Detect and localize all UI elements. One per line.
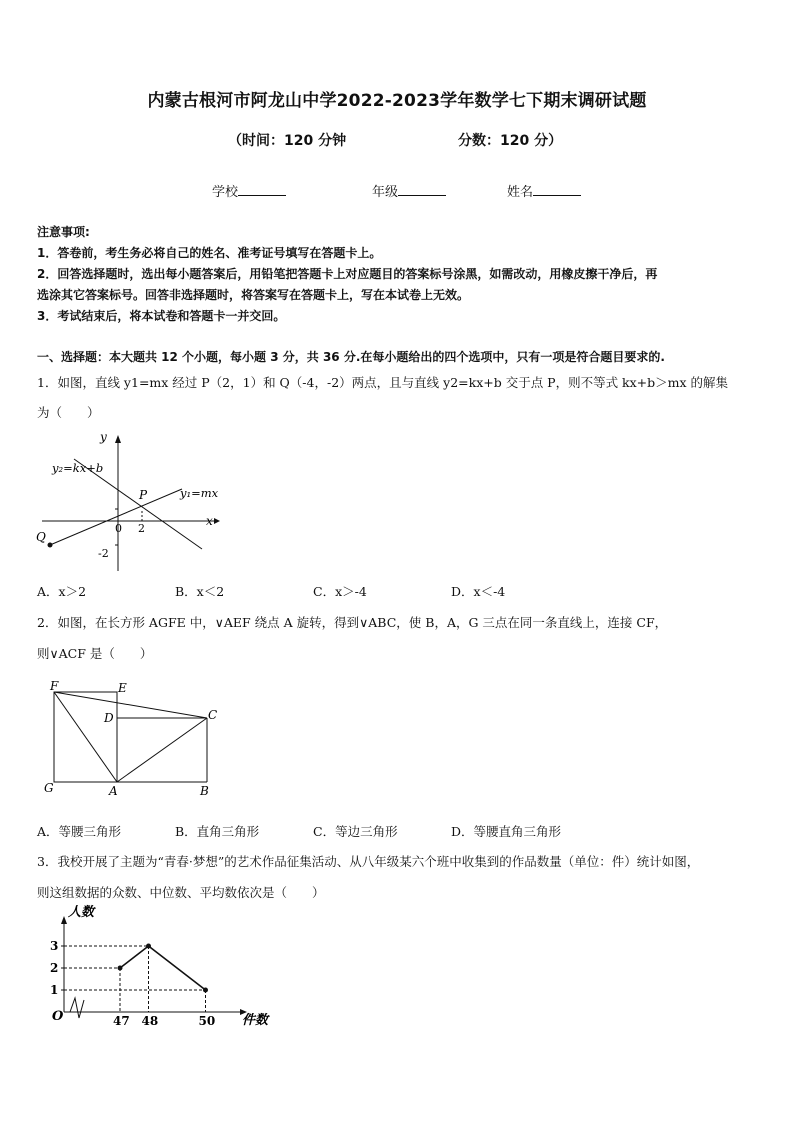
q2-figure xyxy=(40,678,230,802)
notice-item-2: 2．回答选择题时，选出每小题答案后，用铅笔把答题卡上对应题目的答案标号涂黑，如需改动，用橡皮擦干净后，再 xyxy=(37,267,658,281)
notice-item-2-cont: 选涂其它答案标号。回答非选择题时，将答案写在答题卡上，写在本试卷上无效。 xyxy=(37,288,470,302)
series-line xyxy=(120,946,206,990)
name-field xyxy=(507,181,581,200)
grade-label: 年级 xyxy=(372,185,399,200)
label-a: A xyxy=(109,784,118,798)
chart-y-arrow-icon xyxy=(61,916,67,924)
label-f: F xyxy=(50,679,59,693)
point-47 xyxy=(118,966,123,971)
y-axis-label: y xyxy=(100,430,107,444)
segment-fc xyxy=(54,692,207,718)
q2-option-c[interactable]: C．等边三角形 xyxy=(313,824,398,839)
name-label: 姓名 xyxy=(507,185,534,200)
grade-blank xyxy=(398,183,446,196)
school-blank xyxy=(238,183,286,196)
chart-x-label: 件数 xyxy=(242,1013,269,1028)
q2-option-a[interactable]: A．等腰三角形 xyxy=(37,824,122,839)
school-field xyxy=(212,181,286,200)
axis-break-icon xyxy=(70,998,84,1018)
segment-fa xyxy=(54,692,117,782)
q3-text-line2: 则这组数据的众数、中位数、平均数依次是（ ） xyxy=(37,885,325,900)
school-label: 学校 xyxy=(212,185,239,200)
y-tick-label-1: 1 xyxy=(50,983,59,997)
y-axis-arrow-icon xyxy=(115,435,121,443)
notice-heading: 注意事项: xyxy=(37,225,90,239)
x-tick-label-48: 48 xyxy=(141,1014,159,1028)
label-e: E xyxy=(118,681,127,695)
q3-text-line1: 3．我校开展了主题为“青春·梦想”的艺术作品征集活动、从八年级某六个班中收集到的作品数量（单位：件）统计如图， xyxy=(37,854,700,869)
x-axis-arrow-icon xyxy=(214,518,220,524)
notice-item-1: 1．答卷前，考生务必将自己的姓名、准考证号填写在答题卡上。 xyxy=(37,246,382,260)
label-d: D xyxy=(104,711,114,725)
q1-option-c[interactable]: C．x＞-4 xyxy=(313,584,367,599)
q2-text-line1: 2．如图，在长方形 AGFE 中，∨AEF 绕点 A 旋转，得到∨ABC，使 B，A，G 三点在同一条直线上，连接 CF， xyxy=(37,615,668,630)
exam-score: 分数：120 分） xyxy=(458,133,563,149)
q2-text-line2: 则∨ACF 是（ ） xyxy=(37,646,153,661)
q1-option-b[interactable]: B．x＜2 xyxy=(175,584,225,599)
q1-text-line2: 为（ ） xyxy=(37,405,100,420)
line-y2-label: y₂=kx+b xyxy=(52,461,104,475)
x-tick-label-50: 50 xyxy=(198,1014,216,1028)
q1-option-a[interactable]: A．x＞2 xyxy=(37,584,87,599)
q1-figure xyxy=(34,425,224,575)
q1-text-line1: 1．如图，直线 y1=mx 经过 P（2，1）和 Q（-4，-2）两点，且与直线 y2=kx+b 交于点 P，则不等式 kx+b＞mx 的解集 xyxy=(37,375,729,390)
notice-item-3: 3．考试结束后，将本试卷和答题卡一并交回。 xyxy=(37,309,286,323)
page-title: 内蒙古根河市阿龙山中学2022-2023学年数学七下期末调研试题 xyxy=(147,91,647,111)
exam-time: （时间：120 分钟 xyxy=(228,133,347,149)
point-p-label: P xyxy=(139,488,148,502)
x-tick-label-47: 47 xyxy=(113,1014,130,1028)
grade-field xyxy=(372,181,446,200)
point-48 xyxy=(146,944,151,949)
label-c: C xyxy=(208,708,218,722)
chart-y-label: 人数 xyxy=(68,905,95,920)
tick-x-label: 2 xyxy=(138,522,145,535)
q3-line-chart xyxy=(44,904,284,1032)
y-tick-label-2: 2 xyxy=(50,961,59,975)
q1-option-d[interactable]: D．x＜-4 xyxy=(451,584,506,599)
origin-label: 0 xyxy=(115,522,122,535)
point-q xyxy=(48,543,53,548)
tick-y-label: -2 xyxy=(98,547,109,560)
q2-option-b[interactable]: B．直角三角形 xyxy=(175,824,260,839)
point-50 xyxy=(203,988,208,993)
line-y1-label: y₁=mx xyxy=(180,486,219,500)
segment-ac xyxy=(117,718,207,782)
y-tick-label-3: 3 xyxy=(50,939,59,953)
name-blank xyxy=(533,183,581,196)
line-y1 xyxy=(50,489,182,545)
chart-origin-label: O xyxy=(52,1009,64,1024)
x-axis-label: x xyxy=(206,514,213,528)
point-q-label: Q xyxy=(36,530,46,544)
q2-option-d[interactable]: D．等腰直角三角形 xyxy=(451,824,562,839)
section-heading: 一、选择题：本大题共 12 个小题，每小题 3 分，共 36 分.在每小题给出的四个选项中，只有一项是符合题目要求的. xyxy=(37,350,665,364)
label-g: G xyxy=(44,781,54,795)
label-b: B xyxy=(200,784,209,798)
